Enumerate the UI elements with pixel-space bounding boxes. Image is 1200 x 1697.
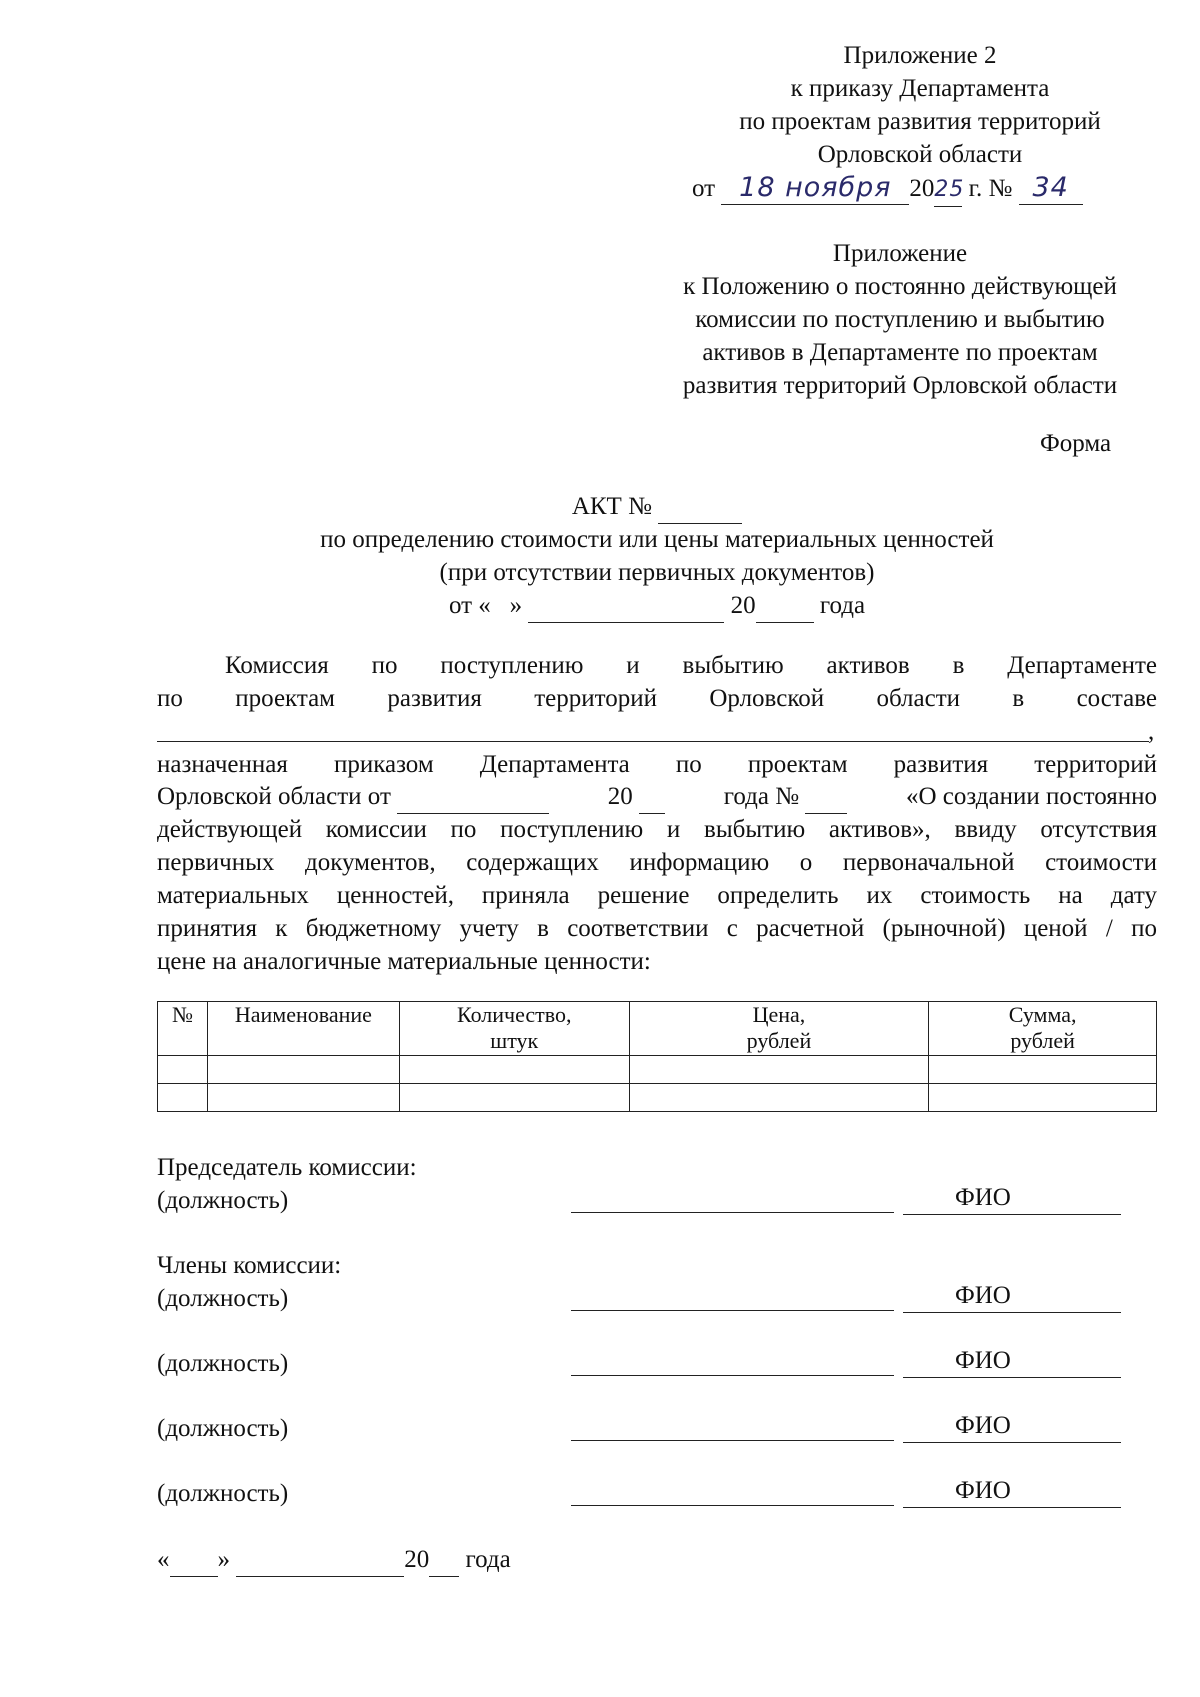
form-label: Форма bbox=[1040, 430, 1112, 457]
table-cell[interactable] bbox=[629, 1056, 929, 1084]
table-cell[interactable] bbox=[399, 1084, 629, 1112]
footer-month-blank[interactable] bbox=[236, 1544, 404, 1577]
table-cell[interactable] bbox=[929, 1084, 1157, 1112]
act-subtitle1: по определению стоимости или цены материальных ценностей bbox=[320, 526, 994, 553]
footer-open-quote: « bbox=[157, 1546, 170, 1573]
appendix2-date-line bbox=[692, 172, 1083, 207]
act-date-quote-close: » bbox=[509, 592, 523, 619]
appendix-line2: к Положению о постоянно действующей bbox=[683, 273, 1117, 300]
member3-fio: ФИО bbox=[903, 1410, 1121, 1443]
handwritten-number: 34 bbox=[1019, 172, 1083, 205]
member2-signature-line[interactable] bbox=[571, 1375, 894, 1376]
table-cell[interactable] bbox=[629, 1084, 929, 1112]
member2-position: (должность) bbox=[157, 1350, 289, 1377]
act-number-blank bbox=[658, 491, 742, 524]
act-title bbox=[157, 491, 1157, 524]
act-title-text: АКТ № bbox=[571, 493, 652, 520]
table-cell[interactable] bbox=[929, 1056, 1157, 1084]
table-cell[interactable] bbox=[158, 1084, 208, 1112]
body-para2-line6: принятия к бюджетному учету в соответствии с расчетной (рыночной) ценой / по bbox=[157, 915, 1157, 942]
table-cell[interactable] bbox=[158, 1056, 208, 1084]
act-date-century: 20 bbox=[730, 592, 756, 619]
body-para2-line1: назначенная приказом Департамента по проектам развития территорий bbox=[157, 751, 1157, 778]
body-para2-line3: действующей комиссии по поступлению и выбытию активов», ввиду отсутствия bbox=[157, 816, 1157, 843]
footer-day-blank[interactable] bbox=[170, 1544, 218, 1577]
member3-signature-line[interactable] bbox=[571, 1440, 894, 1441]
table-cell[interactable] bbox=[399, 1056, 629, 1084]
para2-line2-d: «О создании постоянно bbox=[905, 783, 1157, 810]
header-sum: Сумма, рублей bbox=[929, 1002, 1157, 1056]
table-cell[interactable] bbox=[207, 1084, 399, 1112]
member1-position: (должность) bbox=[157, 1285, 289, 1312]
appendix-line3: комиссии по поступлению и выбытию bbox=[695, 306, 1105, 333]
footer-year-blank[interactable] bbox=[429, 1544, 459, 1577]
members-label: Члены комиссии: bbox=[157, 1252, 342, 1279]
body-line1: Комиссия по поступлению и выбытию активов в Департаменте bbox=[225, 652, 1157, 679]
year-prefix: 20 bbox=[909, 175, 935, 202]
handwritten-year: 25 bbox=[934, 174, 962, 207]
valuation-table bbox=[157, 1001, 1157, 1112]
chair-label: Председатель комиссии: bbox=[157, 1154, 417, 1181]
member4-position: (должность) bbox=[157, 1480, 289, 1507]
act-date-line bbox=[157, 590, 1157, 623]
header-quantity: Количество, штук bbox=[399, 1002, 629, 1056]
order-number-blank bbox=[805, 781, 847, 814]
body-line2: по проектам развития территорий Орловской области в составе bbox=[157, 685, 1157, 712]
member3-position: (должность) bbox=[157, 1415, 289, 1442]
act-year-blank bbox=[756, 590, 814, 623]
appendix2-line3: по проектам развития территорий bbox=[739, 108, 1101, 135]
footer-year-word: года bbox=[465, 1546, 511, 1573]
composition-blank-line bbox=[157, 741, 1149, 742]
chair-position: (должность) bbox=[157, 1187, 289, 1214]
date-prefix: от bbox=[692, 175, 716, 202]
appendix2-line2: к приказу Департамента bbox=[790, 75, 1050, 102]
member1-fio: ФИО bbox=[903, 1280, 1121, 1313]
header-number: № bbox=[158, 1002, 208, 1056]
member2-fio: ФИО bbox=[903, 1345, 1121, 1378]
para2-line2-a: Орловской области от bbox=[157, 783, 391, 810]
act-date-from: от « bbox=[448, 592, 491, 619]
appendix2-line4: Орловской области bbox=[817, 141, 1023, 168]
footer-century: 20 bbox=[404, 1546, 430, 1573]
para2-line2-b: 20 bbox=[607, 783, 633, 810]
appendix2-line1: Приложение 2 bbox=[843, 42, 997, 69]
member4-signature-line[interactable] bbox=[571, 1505, 894, 1506]
chair-signature-line[interactable] bbox=[571, 1212, 894, 1213]
body-para2-line5: материальных ценностей, приняла решение определить их стоимость на дату bbox=[157, 882, 1157, 909]
table-row bbox=[158, 1056, 1157, 1084]
header-name: Наименование bbox=[207, 1002, 399, 1056]
order-date-blank bbox=[397, 781, 549, 814]
appendix-line1: Приложение bbox=[832, 240, 968, 267]
chair-fio: ФИО bbox=[903, 1182, 1121, 1215]
body-para2-line2 bbox=[157, 781, 1157, 814]
table-header-row bbox=[158, 1002, 1157, 1056]
handwritten-date: 18 ноября bbox=[721, 172, 909, 205]
header-price: Цена, рублей bbox=[629, 1002, 929, 1056]
appendix-line5: развития территорий Орловской области bbox=[682, 372, 1118, 399]
composition-comma: , bbox=[1148, 718, 1155, 745]
year-suffix: г. № bbox=[968, 175, 1013, 202]
table-row bbox=[158, 1084, 1157, 1112]
member4-fio: ФИО bbox=[903, 1475, 1121, 1508]
appendix-line4: активов в Департаменте по проектам bbox=[702, 339, 1098, 366]
act-date-year-word: года bbox=[819, 592, 866, 619]
footer-close-quote: » bbox=[217, 1546, 230, 1573]
table-cell[interactable] bbox=[207, 1056, 399, 1084]
member1-signature-line[interactable] bbox=[571, 1310, 894, 1311]
act-month-blank bbox=[528, 590, 724, 623]
para2-line2-c: года № bbox=[723, 783, 800, 810]
act-subtitle2: (при отсутствии первичных документов) bbox=[439, 559, 875, 586]
footer-date bbox=[157, 1544, 511, 1577]
order-year-blank bbox=[639, 781, 665, 814]
body-para2-line4: первичных документов, содержащих информацию о первоначальной стоимости bbox=[157, 849, 1157, 876]
body-para2-line7: цене на аналогичные материальные ценности: bbox=[157, 948, 651, 975]
